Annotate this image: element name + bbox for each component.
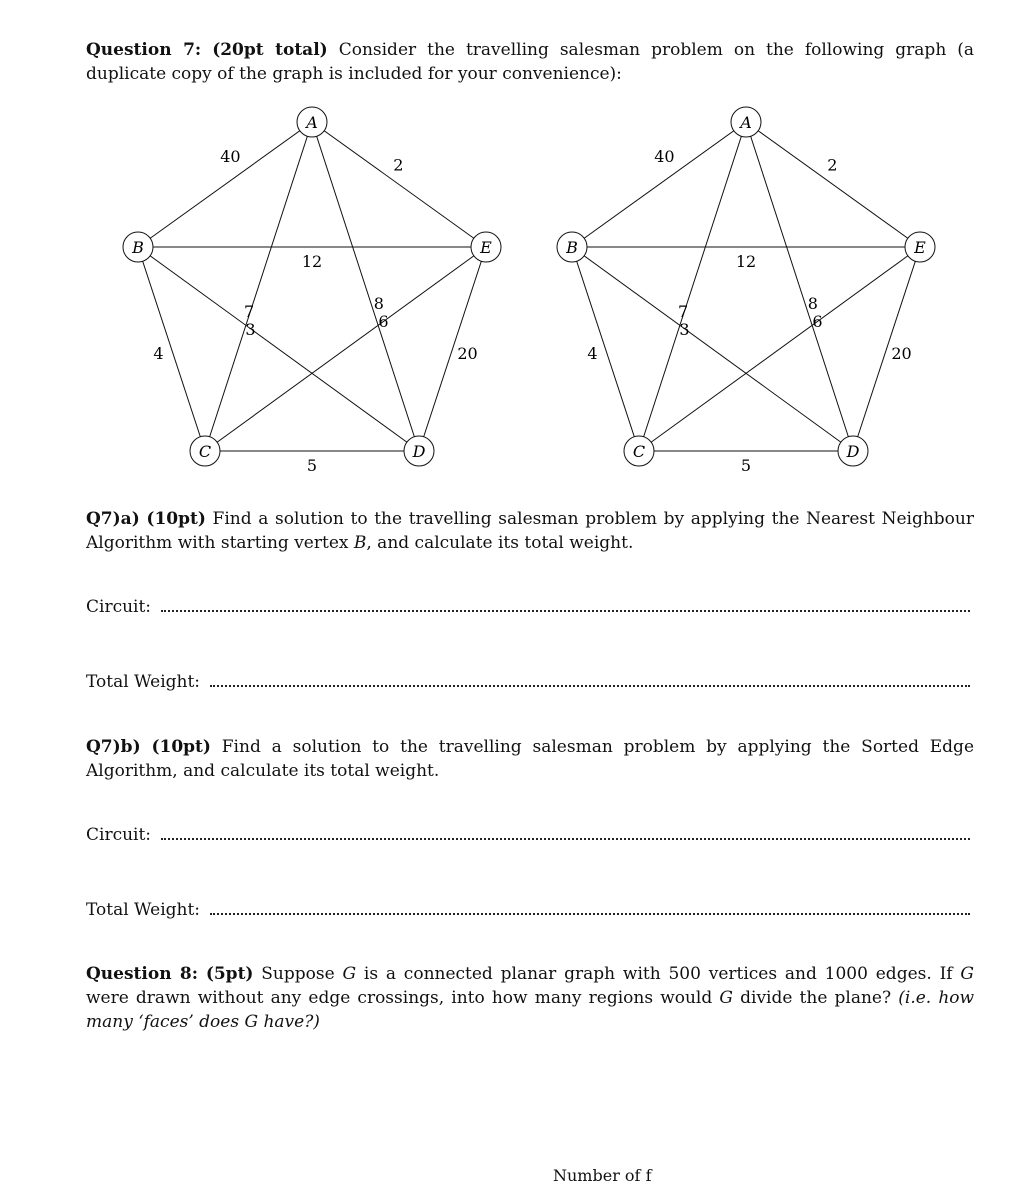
- left-edge-AC: [205, 122, 312, 451]
- right-vertex-label-A: A: [740, 113, 752, 132]
- left-edge-AB: [138, 122, 312, 247]
- left-weight-label-BC: 4: [153, 344, 164, 363]
- left-vertex-label-D: D: [412, 442, 426, 461]
- left-weight-label-AD: 8: [373, 293, 384, 313]
- left-vertex-label-C: C: [198, 442, 212, 461]
- left-edge-AE: [312, 122, 486, 247]
- graph-left: [123, 107, 501, 475]
- right-edge-CE: [639, 247, 920, 451]
- question-7b-points: (10pt): [151, 737, 211, 757]
- right-edge-BD: [572, 247, 853, 451]
- q7a-weight-answer-line[interactable]: [86, 669, 970, 693]
- right-weight-label-BD: 3: [679, 320, 690, 339]
- graph-figures: [0, 0, 1021, 500]
- left-weight-label-AE: 2: [393, 155, 404, 175]
- q8-graph-symbol-1: G: [342, 964, 357, 984]
- q7b-weight-dots[interactable]: [210, 897, 970, 915]
- left-weight-label-CE: 6: [378, 312, 389, 331]
- right-weight-label-BE: 12: [735, 252, 757, 271]
- left-weight-label-BE: 12: [301, 252, 323, 271]
- right-weight-label-CE: 6: [812, 312, 823, 331]
- right-vertex-label-E: E: [914, 238, 926, 257]
- q7a-circuit-label: Circuit:: [86, 597, 152, 617]
- right-weight-label-AB: 40: [654, 147, 675, 166]
- q8-text-2: is a connected planar graph with 500 vertices and 1000 edges. If: [363, 964, 953, 984]
- question-7b-text: [86, 735, 974, 783]
- q7a-weight-dots[interactable]: [210, 669, 970, 687]
- question-7a-body-end: , and calculate its total weight.: [366, 533, 634, 553]
- left-weight-label-BD: 3: [245, 320, 256, 339]
- question-7a-start-vertex: B: [353, 533, 367, 553]
- question-7b-title: Q7)b): [86, 737, 141, 757]
- question-7a-points: (10pt): [146, 509, 206, 529]
- right-weight-label-AE: 2: [827, 155, 838, 175]
- question-7a-title: Q7)a): [86, 509, 140, 529]
- left-vertex-label-B: B: [132, 238, 144, 257]
- q7b-weight-answer-line[interactable]: [86, 897, 970, 921]
- right-weight-label-CD: 5: [740, 456, 752, 475]
- graph-right: [557, 107, 935, 475]
- question-7-text: Consider the travelling salesman problem on the following graph (a duplicate copy of the graph is included for your convenience):: [86, 40, 975, 84]
- question-7-title: Question 7:: [86, 40, 202, 60]
- left-vertex-label-E: E: [480, 238, 492, 257]
- q8-text-1: Suppose: [261, 964, 335, 984]
- question-7-points: (20pt total): [212, 40, 328, 60]
- left-weight-label-DE: 20: [457, 344, 478, 363]
- q7b-circuit-label: Circuit:: [86, 825, 152, 845]
- q7a-weight-label: Total Weight:: [86, 672, 201, 692]
- q7b-circuit-answer-line[interactable]: [86, 822, 970, 846]
- right-edge-BC: [572, 247, 639, 451]
- right-edge-AB: [572, 122, 746, 247]
- left-vertex-label-A: A: [306, 113, 318, 132]
- question-7b-body: Find a solution to the travelling salesman problem by applying the Sorted Edge Algorithm, and calculate its total weight.: [86, 737, 975, 781]
- footer-partial-text: Number of f: [553, 1166, 652, 1185]
- right-weight-label-AC: 7: [678, 301, 689, 321]
- q8-graph-symbol-3: G: [719, 988, 733, 1008]
- question-7a-body: Find a solution to the travelling salesman problem by applying the Nearest Neighbour Algorithm with starting vertex: [86, 509, 974, 553]
- right-weight-label-DE: 20: [891, 344, 912, 363]
- question-8-title: Question 8:: [86, 964, 198, 984]
- right-edge-AC: [639, 122, 746, 451]
- q8-hint: (i.e. how many ‘faces’ does G have?): [86, 988, 975, 1032]
- q7b-weight-label: Total Weight:: [86, 900, 201, 920]
- right-weight-label-AD: 8: [807, 293, 818, 313]
- left-edge-CE: [205, 247, 486, 451]
- q7a-circuit-answer-line[interactable]: [86, 594, 970, 618]
- left-edge-BD: [138, 247, 419, 451]
- question-8-text: [86, 962, 974, 1034]
- q7a-circuit-dots[interactable]: [161, 594, 970, 612]
- q8-text-4: divide the plane?: [740, 988, 892, 1008]
- question-8-points: (5pt): [205, 964, 254, 984]
- q7b-circuit-dots[interactable]: [161, 822, 970, 840]
- right-vertex-label-C: C: [632, 442, 646, 461]
- left-weight-label-AC: 7: [244, 301, 255, 321]
- right-weight-label-BC: 4: [587, 344, 598, 363]
- right-edge-AE: [746, 122, 920, 247]
- left-weight-label-CD: 5: [306, 456, 318, 475]
- right-vertex-label-D: D: [846, 442, 860, 461]
- question-7a-text: [86, 507, 974, 555]
- q8-text-3: were drawn without any edge crossings, into how many regions would: [86, 988, 713, 1008]
- left-edge-BC: [138, 247, 205, 451]
- right-vertex-label-B: B: [566, 238, 578, 257]
- q8-graph-symbol-2: G: [960, 964, 974, 984]
- left-weight-label-AB: 40: [220, 147, 241, 166]
